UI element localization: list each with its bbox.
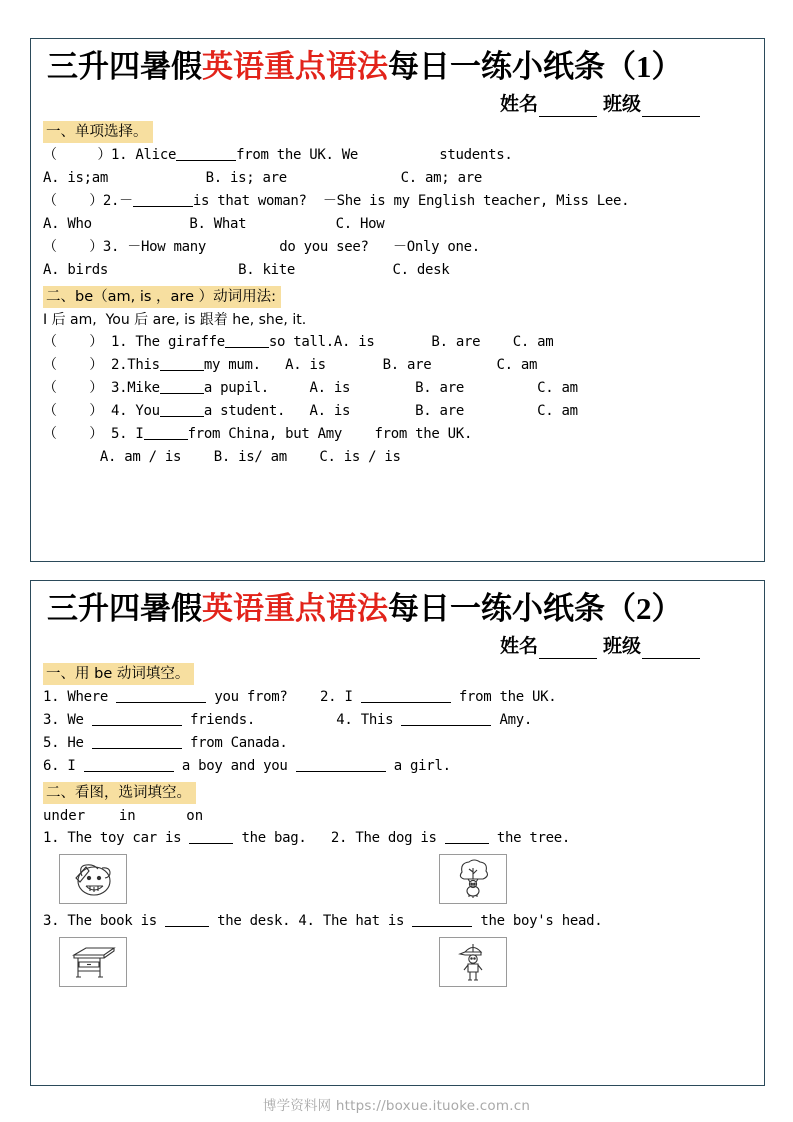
title-prefix-2: 三升四暑假 bbox=[47, 591, 202, 626]
section-header-multiple-choice: 一、单项选择。 bbox=[43, 121, 153, 143]
fill-4-blank[interactable] bbox=[401, 712, 491, 726]
pic-2-num: 2. bbox=[330, 830, 348, 846]
watermark-text: 博学资料网 https://boxue.ituoke.com.cn bbox=[262, 1098, 531, 1114]
boy-hat-icon bbox=[444, 941, 502, 983]
fill-2-post: from the UK. bbox=[458, 689, 557, 705]
title-suffix: 每日一练小纸条（1） bbox=[388, 49, 683, 84]
question-2-text-b: is that woman? －She is my English teacher, Miss Lee. bbox=[192, 193, 630, 209]
worksheet-card-2 bbox=[30, 580, 765, 1086]
fill-1-num: 1. bbox=[43, 689, 60, 705]
be-question-3 bbox=[41, 377, 754, 400]
fill-row-2 bbox=[41, 709, 754, 732]
fill-6-post: a boy and you bbox=[181, 758, 288, 774]
pic-1-post: the bag. bbox=[241, 830, 307, 846]
be-question-1-text-b: so tall.A. is B. are C. am bbox=[268, 334, 554, 350]
pic-3-blank[interactable] bbox=[165, 913, 209, 927]
be-question-2-text-a: （ ） 2.This bbox=[43, 357, 160, 373]
be-question-5-text-a: （ ） 5. I bbox=[43, 426, 144, 442]
fill-5-num: 5. bbox=[43, 735, 60, 751]
word-bank: under in on bbox=[43, 808, 204, 824]
pic-4-pre: The hat is bbox=[322, 913, 405, 929]
fill-5-blank[interactable] bbox=[92, 735, 182, 749]
pic-3-num: 3. bbox=[43, 913, 60, 929]
pic-2-pre: The dog is bbox=[355, 830, 437, 846]
bag-icon bbox=[64, 858, 122, 900]
question-1-options: A. is;am B. is; are C. am; are bbox=[43, 170, 482, 186]
fill-6-num: 6. bbox=[43, 758, 60, 774]
be-question-2-text-b: my mum. A. is B. are C. am bbox=[203, 357, 538, 373]
question-3-line: （ ）3. －How many do you see? －Only one. bbox=[43, 239, 480, 255]
fill-6-post2: a girl. bbox=[393, 758, 451, 774]
pic-3-pre: The book is bbox=[67, 913, 157, 929]
picture-row-1-text bbox=[41, 827, 754, 850]
fill-2-blank[interactable] bbox=[361, 689, 451, 703]
title-highlight-red: 英语重点语法 bbox=[202, 49, 388, 84]
fill-row-3 bbox=[41, 732, 754, 755]
picture-row-2-images bbox=[41, 933, 754, 993]
name-label: 姓名 bbox=[499, 94, 538, 115]
be-question-1-text-a: （ ） 1. The giraffe bbox=[43, 334, 225, 350]
question-2-line bbox=[41, 190, 754, 213]
fill-5-post: from Canada. bbox=[189, 735, 288, 751]
class-blank[interactable] bbox=[642, 99, 700, 117]
fill-row-1 bbox=[41, 686, 754, 709]
be-question-1-blank[interactable] bbox=[225, 334, 269, 348]
title-highlight-red-2: 英语重点语法 bbox=[202, 591, 388, 626]
question-2-text-a: （ ）2.－ bbox=[43, 193, 133, 209]
fill-2-pre: I bbox=[344, 689, 353, 705]
be-question-3-text-a: （ ） 3.Mike bbox=[43, 380, 160, 396]
pic-4-num: 4. bbox=[298, 913, 315, 929]
section-1-2 bbox=[41, 282, 754, 469]
tree-dog-icon bbox=[444, 858, 502, 900]
fill-2-num: 2. bbox=[320, 689, 337, 705]
picture-box-desk bbox=[59, 937, 127, 987]
be-question-4 bbox=[41, 400, 754, 423]
picture-box-bag bbox=[59, 854, 127, 904]
fill-6-pre: I bbox=[67, 758, 76, 774]
section-header-fill-be: 一、用 be 动词填空。 bbox=[43, 663, 194, 685]
pic-1-pre: The toy car is bbox=[67, 830, 182, 846]
section-2-1 bbox=[41, 659, 754, 778]
page-title-2 bbox=[41, 587, 754, 631]
pic-1-num: 1. bbox=[43, 830, 60, 846]
class-label-2: 班级 bbox=[602, 636, 641, 657]
pic-2-blank[interactable] bbox=[445, 830, 489, 844]
name-class-row-2 bbox=[41, 635, 754, 659]
picture-box-tree-dog bbox=[439, 854, 507, 904]
question-1-line bbox=[41, 144, 754, 167]
picture-row-1-images bbox=[41, 850, 754, 910]
pic-3-post: the desk. bbox=[217, 913, 291, 929]
pic-4-blank[interactable] bbox=[412, 913, 472, 927]
question-1-text-b: from the UK. We students. bbox=[236, 147, 513, 163]
fill-3-num: 3. bbox=[43, 712, 60, 728]
fill-3-pre: We bbox=[67, 712, 84, 728]
be-question-4-text-b: a student. A. is B. are C. am bbox=[203, 403, 578, 419]
be-question-4-blank[interactable] bbox=[160, 403, 204, 417]
section-2-2 bbox=[41, 778, 754, 993]
class-blank-2[interactable] bbox=[642, 641, 700, 659]
fill-3-blank[interactable] bbox=[92, 712, 182, 726]
fill-1-pre: Where bbox=[67, 689, 109, 705]
fill-6-blank-a[interactable] bbox=[84, 758, 174, 772]
section-1-1 bbox=[41, 117, 754, 282]
question-3-options: A. birds B. kite C. desk bbox=[43, 262, 450, 278]
be-question-3-text-b: a pupil. A. is B. are C. am bbox=[203, 380, 578, 396]
fill-6-blank-b[interactable] bbox=[296, 758, 386, 772]
be-question-5 bbox=[41, 423, 754, 446]
title-suffix-2: 每日一练小纸条（2） bbox=[388, 591, 683, 626]
be-question-4-text-a: （ ） 4. You bbox=[43, 403, 160, 419]
question-2-options: A. Who B. What C. How bbox=[43, 216, 385, 232]
picture-row-2-text bbox=[41, 910, 754, 933]
section-header-picture-fill: 二、看图，选词填空。 bbox=[43, 782, 196, 804]
fill-4-pre: This bbox=[360, 712, 394, 728]
be-verb-note: I 后 am, You 后 are, is 跟着 he, she, it. bbox=[43, 312, 307, 328]
be-question-5-options: A. am / is B. is/ am C. is / is bbox=[43, 449, 401, 465]
be-question-3-blank[interactable] bbox=[160, 380, 204, 394]
class-label: 班级 bbox=[602, 94, 641, 115]
picture-box-boy-hat bbox=[439, 937, 507, 987]
name-label-2: 姓名 bbox=[499, 636, 538, 657]
fill-4-num: 4. bbox=[336, 712, 353, 728]
pic-2-post: the tree. bbox=[496, 830, 571, 846]
fill-row-4 bbox=[41, 755, 754, 778]
name-blank[interactable] bbox=[539, 99, 597, 117]
be-question-5-blank[interactable] bbox=[144, 426, 188, 440]
worksheet-card-1 bbox=[30, 38, 765, 562]
question-1-blank[interactable] bbox=[176, 147, 236, 161]
be-question-2-blank[interactable] bbox=[160, 357, 204, 371]
fill-3-post: friends. bbox=[189, 712, 255, 728]
title-prefix: 三升四暑假 bbox=[47, 49, 202, 84]
name-class-row-1 bbox=[41, 93, 754, 117]
pic-4-post: the boy's head. bbox=[480, 913, 603, 929]
desk-icon bbox=[64, 941, 122, 983]
fill-1-blank[interactable] bbox=[116, 689, 206, 703]
fill-5-pre: He bbox=[67, 735, 84, 751]
page-title-1 bbox=[41, 45, 754, 89]
be-question-2 bbox=[41, 354, 754, 377]
pic-1-blank[interactable] bbox=[189, 830, 233, 844]
name-blank-2[interactable] bbox=[539, 641, 597, 659]
be-question-5-text-b: from China, but Amy from the UK. bbox=[187, 426, 473, 442]
fill-4-post: Amy. bbox=[499, 712, 532, 728]
section-header-be-verb: 二、be（am, is ，are ）动词用法: bbox=[43, 286, 281, 308]
fill-1-post: you from? bbox=[214, 689, 288, 705]
be-question-1 bbox=[41, 331, 754, 354]
question-2-blank[interactable] bbox=[133, 193, 193, 207]
question-1-text-a: （ ）1. Alice bbox=[43, 147, 177, 163]
